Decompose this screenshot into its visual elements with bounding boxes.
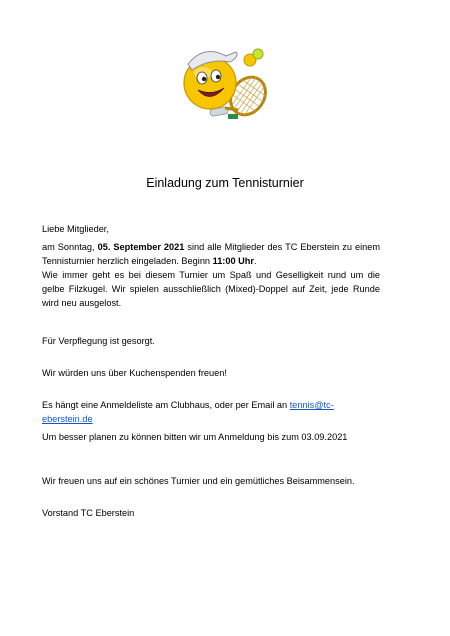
start-time: 11:00 Uhr (212, 256, 254, 266)
tournament-description: Wie immer geht es bei diesem Turnier um Spaß und Geselligkeit rund um die gelbe Filzkugel. Wir spielen ausschließlich (Mixed)-Doppel auf Zeit, jede Runde wird neu ausgelost. (42, 270, 380, 308)
event-date: 05. September 2021 (97, 242, 185, 252)
registration-note (42, 398, 380, 426)
catering-note: Für Verpflegung ist gesorgt. (42, 336, 155, 346)
closing-note: Wir freuen uns auf ein schönes Turnier und ein gemütliches Beisammensein. (42, 476, 355, 486)
cake-donation-note: Wir würden uns über Kuchenspenden freuen! (42, 368, 227, 378)
email-link[interactable]: tennis@tc-eberstein.de (42, 400, 334, 424)
signature: Vorstand TC Eberstein (42, 508, 135, 518)
invitation-paragraph (42, 240, 380, 268)
invitation-text-middle: sind alle Mitglieder des TC Eberstein zu einem Tennisturnier herzlich eingeladen. Beginn (42, 242, 380, 266)
registration-text: Es hängt eine Anmeldeliste am Clubhaus, oder per Email an (42, 400, 290, 410)
document-title: Einladung zum Tennisturnier (146, 176, 304, 190)
registration-deadline: Um besser planen zu können bitten wir um Anmeldung bis zum 03.09.2021 (42, 432, 348, 442)
invitation-text-start: am Sonntag, (42, 242, 98, 252)
tennis-smiley-icon (170, 38, 280, 130)
salutation: Liebe Mitglieder, (42, 224, 109, 234)
invitation-text-end: . (253, 256, 257, 266)
